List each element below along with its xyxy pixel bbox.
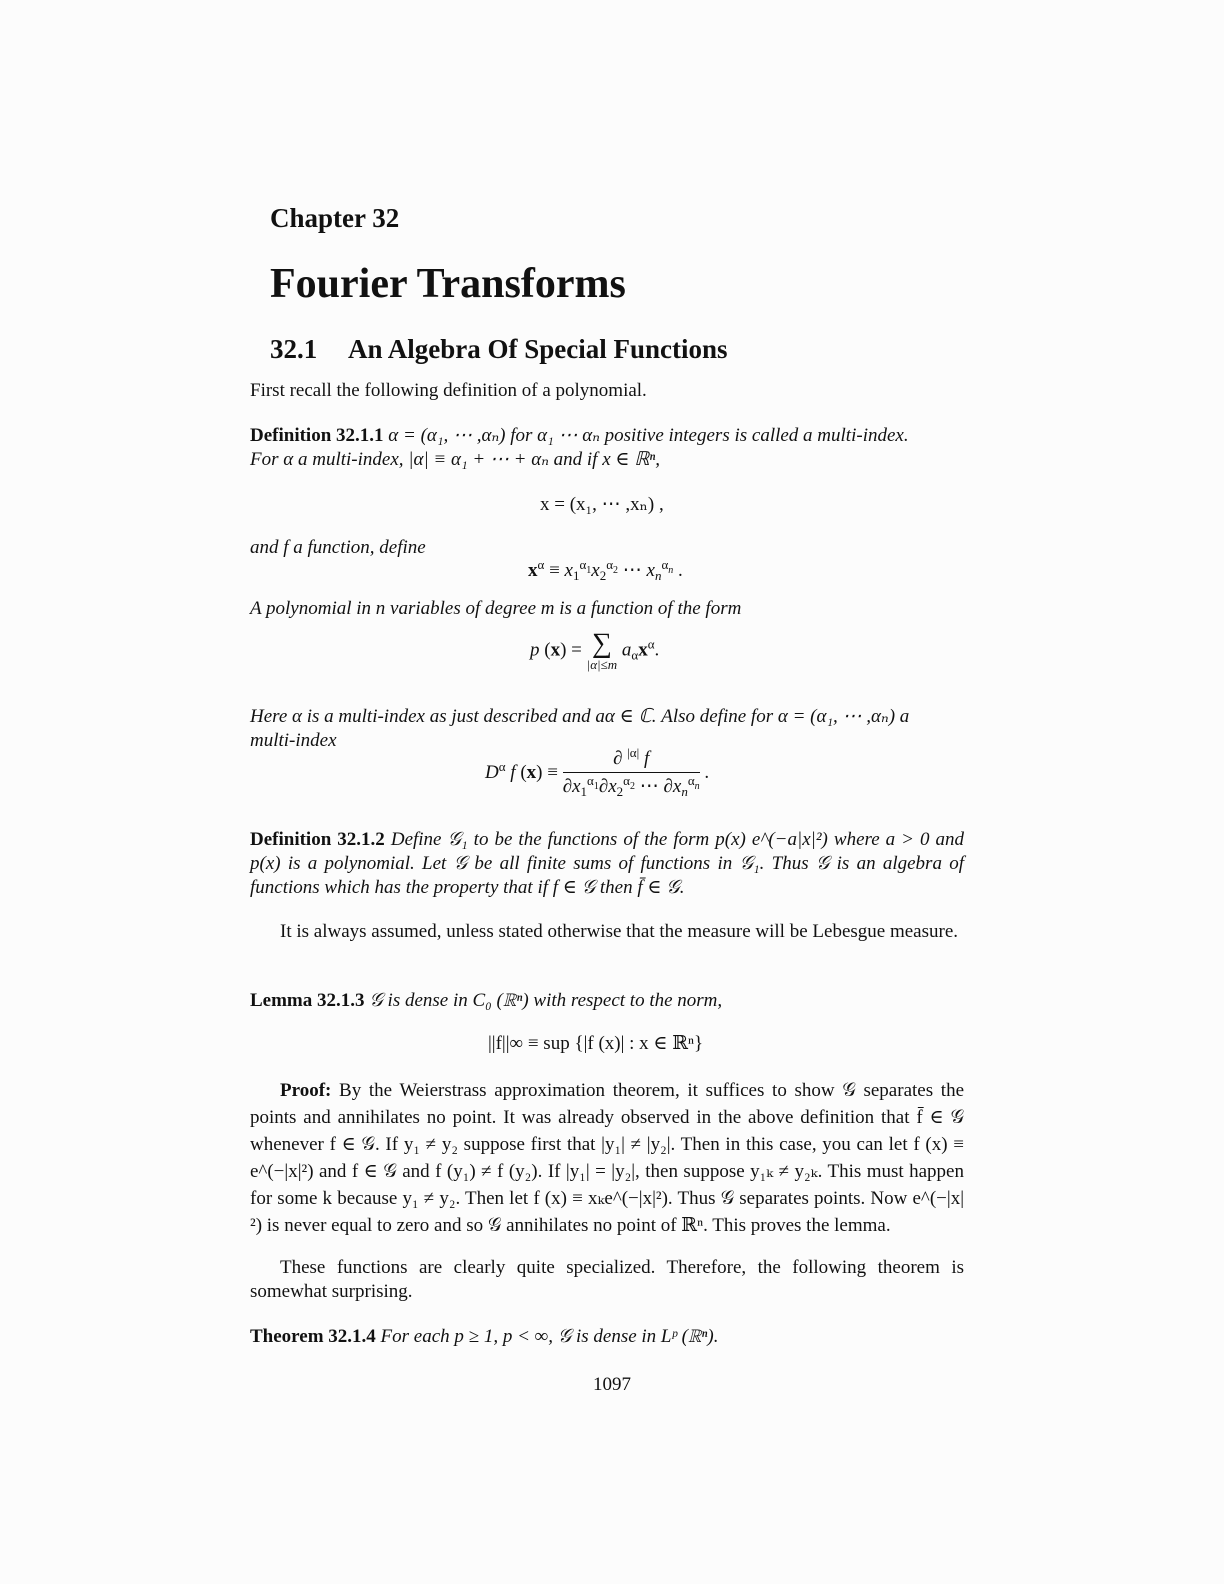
- definition-1-line5: [250, 705, 964, 753]
- definition-1-line5-text: Here α is a multi-index as just described and aα ∈ ℂ. Also define for α = (α₁, ⋯ ,αₙ) a: [250, 706, 910, 727]
- page-number: 1097: [593, 1374, 631, 1395]
- chapter-label: Chapter 32: [270, 203, 400, 233]
- definition-1-line1: α = (α₁, ⋯ ,αₙ) for α₁ ⋯ αₙ positive integers is called a multi-index.: [388, 425, 909, 446]
- intro-paragraph: First recall the following definition of a polynomial.: [250, 380, 647, 401]
- remark-paragraph: These functions are clearly quite specialized. Therefore, the following theorem is somewhat surprising.: [250, 1257, 964, 1302]
- equation-sup-norm: ||f||∞ ≡ sup {|f (x)| : x ∈ ℝⁿ}: [488, 1033, 704, 1054]
- lemma-label: Lemma 32.1.3: [250, 990, 365, 1011]
- definition-1-line3: and f a function, define: [250, 537, 426, 558]
- equation-polynomial: p (x) = ∑ |α|≤m $a_\alpha x^\alpha$.: [530, 628, 660, 672]
- definition-1: [250, 424, 964, 472]
- section-number: 32.1: [270, 334, 318, 364]
- equation-derivative: $D^\alpha$ f (x) ≡ $\frac{\partial ^{|\alpha|} f}{\partial x_1^{\alpha_1}\partial x_2^{\alpha_2} \cdots \partial x_n^{\alpha_n}}$ .: [485, 745, 710, 799]
- theorem-text: For each p ≥ 1, p < ∞, 𝒢 is dense in Lᵖ (ℝⁿ).: [380, 1326, 719, 1347]
- definition-2-label: Definition 32.1.2: [250, 829, 385, 850]
- equation-x-alpha: $x^\alpha \equiv x_1^{\alpha_1}x_2^{\alpha_2}$ ⋯ $x_n^{\alpha_n}$ .: [528, 557, 683, 583]
- proof: [250, 1077, 964, 1239]
- theorem: [250, 1325, 964, 1349]
- definition-2-text: Define 𝒢₁ to be the functions of the form p(x) e^(−a|x|²) where a > 0 and p(x) is a polynomial. Let 𝒢 be all finite sums of functions in 𝒢₁. Thus 𝒢 is an algebra of functions which has the property that if f ∈ 𝒢 then f̄ ∈ 𝒢.: [250, 829, 965, 898]
- chapter-title: Fourier Transforms: [270, 261, 626, 307]
- definition-1-label: Definition 32.1.1: [250, 425, 384, 446]
- equation-x-vector: x = (x₁, ⋯ ,xₙ) ,: [540, 494, 664, 515]
- proof-label: Proof:: [280, 1080, 332, 1101]
- section-heading: [270, 334, 728, 365]
- proof-text: By the Weierstrass approximation theorem, it suffices to show 𝒢 separates the points and annihilates no point. It was already observed in the above definition that f̄ ∈ 𝒢 whenever f ∈ 𝒢. If y₁ ≠ y₂ suppose first that |y₁| ≠ |y₂|. Then in this case, you can let f (x) ≡ e^(−|x|²) and f ∈ 𝒢 and f (y₁) ≠ f (y₂). If |y₁| = |y₂|, then suppose y₁ₖ ≠ y₂ₖ. This must happen for some k because y₁ ≠ y₂. Then let f (x) ≡ xₖe^(−|x|²). Thus 𝒢 separates points. Now e^(−|x|²) is never equal to zero and so 𝒢 annihilates no point of ℝⁿ. This proves the lemma.: [250, 1080, 964, 1236]
- section-title: An Algebra Of Special Functions: [348, 334, 728, 364]
- measure-note: It is always assumed, unless stated otherwise that the measure will be Lebesgue measure.: [280, 921, 958, 942]
- definition-1-line4: A polynomial in n variables of degree m is a function of the form: [250, 598, 742, 619]
- definition-1-line6: multi-index: [250, 730, 337, 751]
- theorem-label: Theorem 32.1.4: [250, 1326, 376, 1347]
- definition-2: [250, 828, 964, 900]
- lemma-text: 𝒢 is dense in C₀ (ℝⁿ) with respect to the norm,: [369, 990, 723, 1011]
- lemma: [250, 989, 964, 1013]
- definition-1-line2: For α a multi-index, |α| ≡ α₁ + ⋯ + αₙ and if x ∈ ℝⁿ,: [250, 449, 660, 470]
